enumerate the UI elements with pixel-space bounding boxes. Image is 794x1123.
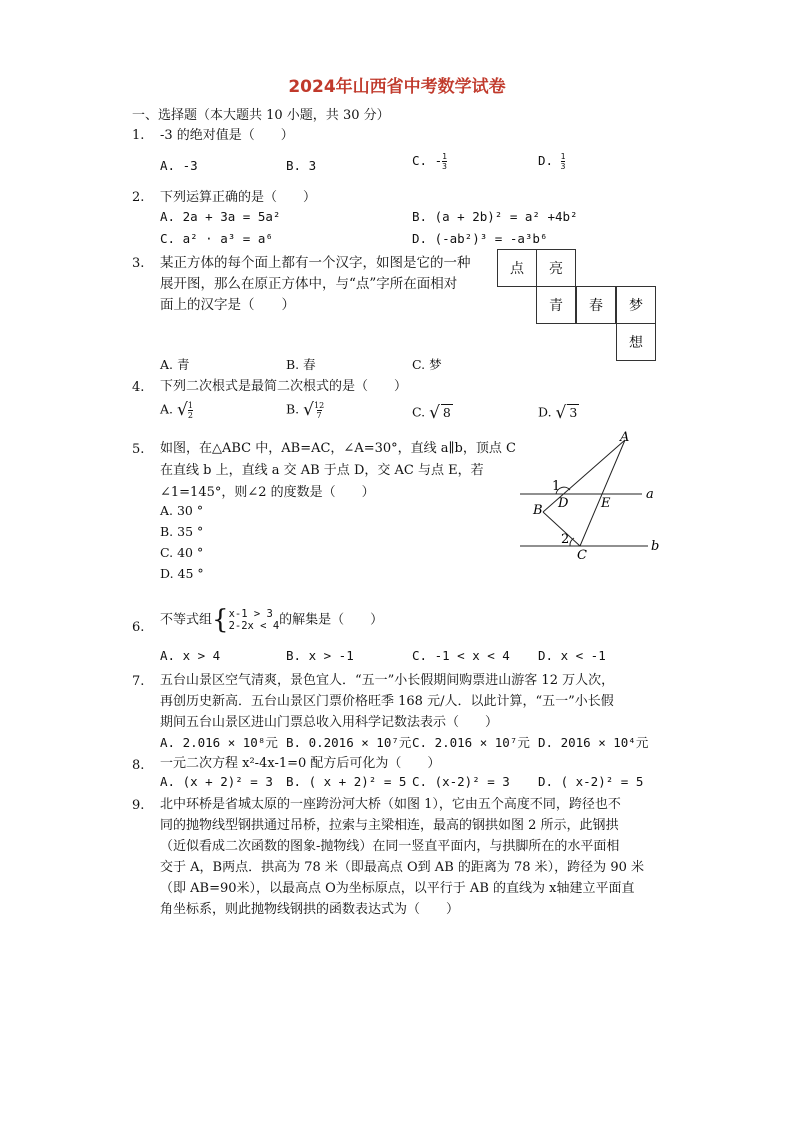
option-d: D. 45 °	[160, 566, 204, 581]
question-stem: 不等式组{ x-1 > 3 2-2x < 4 的解集是（ ）	[160, 605, 384, 635]
question-number: 5.	[132, 442, 145, 457]
option-c: C. √ 8	[412, 403, 451, 423]
angle-2-arc	[570, 538, 574, 546]
point-b-label: B	[533, 503, 543, 518]
angle-2-label: 2	[561, 532, 570, 547]
option-a: A. 2.016 × 10⁸元	[160, 735, 278, 750]
question-stem: 某正方体的每个面上都有一个汉字，如图是它的一种	[160, 255, 471, 271]
option-c: C. 40 °	[160, 545, 204, 560]
point-c-label: C	[577, 548, 587, 563]
question-stem: ∠1=145°，则∠2 的度数是（ ）	[160, 485, 375, 500]
option-c: C. 2.016 × 10⁷元	[412, 735, 530, 750]
question-stem: 交于 A，B两点．拱高为 78 米（即最高点 O到 AB 的距离为 78 米），跨径为 90 米	[160, 860, 644, 875]
question-number: 9.	[132, 798, 145, 813]
question-stem: 如图，在△ABC 中，AB=AC，∠A=30°，直线 a∥b，顶点 C	[160, 441, 516, 456]
option-b: B. (a + 2b)² = a² +4b²	[412, 209, 578, 224]
line-a-label: a	[646, 487, 654, 502]
option-b: B. x > -1	[286, 648, 354, 663]
point-a-label: A	[620, 430, 630, 445]
option-d: D. x < -1	[538, 648, 606, 663]
option-b: B. 3	[286, 158, 317, 173]
question-number: 3.	[132, 256, 145, 271]
net-cell: 青	[536, 286, 576, 324]
option-a: A. 青	[160, 357, 190, 372]
option-c: C. a² · a³ = a⁶	[160, 231, 273, 246]
option-b: B. √ $\frac{12}{7}$	[286, 400, 325, 420]
angle-1-label: 1	[552, 479, 561, 494]
question-stem: 同的抛物线型钢拱通过吊桥，拉索与主梁相连，最高的钢拱如图 2 所示，此钢拱	[160, 818, 619, 833]
option-d: D. 2016 × 10⁴元	[538, 735, 649, 750]
net-cell: 梦	[616, 286, 656, 324]
segment-ab	[543, 440, 625, 512]
question-stem: 角坐标系，则此抛物线钢拱的函数表达式为（ ）	[160, 902, 460, 917]
option-a: A. √ $\frac{1}{2}$	[160, 400, 193, 420]
question-stem: 一元二次方程 x²-4x-1=0 配方后可化为（ ）	[160, 756, 441, 771]
question-stem: （即 AB=90米），以最高点 O为坐标原点，以平行于 AB 的直线为 x轴建立平面直	[160, 881, 635, 896]
option-d: D. √ 3	[538, 403, 578, 423]
line-b-label: b	[651, 539, 660, 554]
question-stem: 再创历史新高．五台山景区门票价格旺季 168 元/人．以此计算，“五一”小长假	[160, 694, 614, 709]
question-number: 6.	[132, 620, 145, 635]
question-stem: 五台山景区空气清爽，景色宜人．“五一”小长假期间购票进山游客 12 万人次，	[160, 673, 615, 688]
point-e-label: E	[601, 496, 611, 511]
option-b: B. ( x + 2)² = 5	[286, 774, 407, 789]
question-stem: 期间五台山景区进山门票总收入用科学记数法表示（ ）	[160, 715, 499, 730]
option-b: B. 0.2016 × 10⁷元	[286, 735, 412, 750]
option-b: B. 35 °	[160, 524, 204, 539]
question-stem: 在直线 b 上，直线 a 交 AB 于点 D，交 AC 与点 E，若	[160, 463, 484, 478]
option-d: D. ( x-2)² = 5	[538, 774, 644, 789]
point-d-label: D	[558, 496, 569, 511]
page-title: 2024年山西省中考数学试卷	[288, 77, 506, 97]
net-cell: 春	[576, 286, 616, 324]
question-number: 2.	[132, 190, 145, 205]
option-b: B. 春	[286, 357, 316, 372]
question-stem: 面上的汉字是（ ）	[160, 297, 295, 313]
net-cell: 点	[497, 249, 537, 287]
question-number: 1.	[132, 128, 145, 143]
option-c: C. - $\frac{1}{3}$	[412, 152, 447, 171]
question-stem: -3 的绝对值是（ ）	[160, 128, 294, 143]
option-a: A. 2a + 3a = 5a²	[160, 209, 281, 224]
option-c: C. (x-2)² = 3	[412, 774, 510, 789]
option-d: D. (-ab²)³ = -a³b⁶	[412, 231, 548, 246]
option-a: A. 30 °	[160, 503, 204, 518]
question-stem: 下列运算正确的是（ ）	[160, 190, 317, 205]
segment-ac	[580, 440, 625, 546]
option-c: C. 梦	[412, 357, 442, 372]
triangle-figure	[514, 428, 664, 564]
question-stem: 展开图，那么在原正方体中，与“点”字所在面相对	[160, 276, 458, 292]
question-stem: 北中环桥是省城太原的一座跨汾河大桥（如图 1），它由五个高度不同，跨径也不	[160, 797, 621, 812]
question-number: 4.	[132, 380, 145, 395]
option-a: A. x > 4	[160, 648, 221, 663]
question-number: 8.	[132, 758, 145, 773]
option-a: A. -3	[160, 158, 198, 173]
question-number: 7.	[132, 674, 145, 689]
net-cell: 想	[616, 323, 656, 361]
option-c: C. -1 < x < 4	[412, 648, 510, 663]
option-a: A. (x + 2)² = 3	[160, 774, 273, 789]
question-stem: 下列二次根式是最简二次根式的是（ ）	[160, 379, 408, 394]
question-stem: （近似看成二次函数的图象-抛物线）在同一竖直平面内，与拱脚所在的水平面相	[160, 839, 620, 854]
net-cell: 亮	[536, 249, 576, 287]
option-d: D. $\frac{1}{3}$	[538, 152, 566, 171]
section-heading: 一、选择题（本大题共 10 小题，共 30 分）	[132, 108, 390, 123]
